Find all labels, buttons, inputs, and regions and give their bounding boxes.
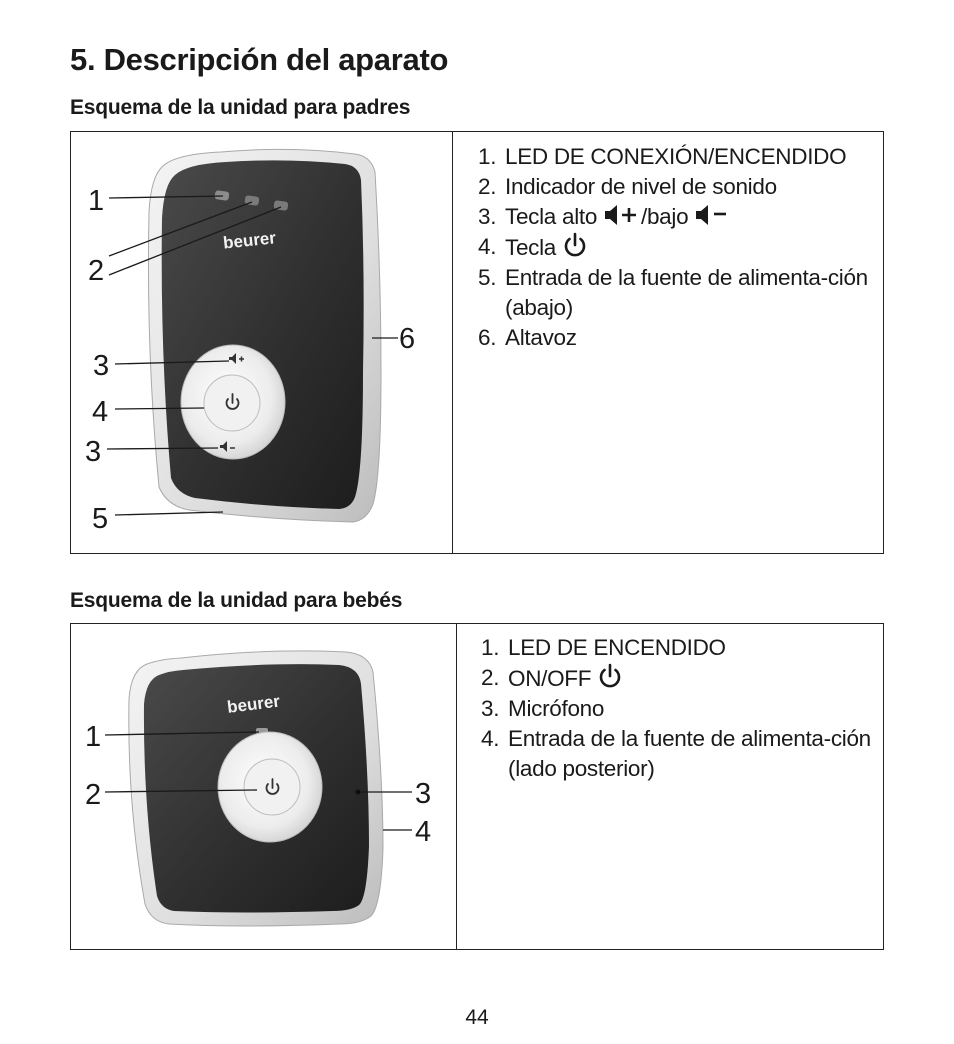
baby-device-logo: beurer (226, 691, 281, 717)
power-icon (562, 232, 588, 258)
page-title: 5. Descripción del aparato (70, 42, 449, 77)
baby-item-4: 4. Entrada de la fuente de alimenta-ción (lado posterior) (481, 726, 871, 781)
volume-up-icon (603, 203, 641, 227)
volume-down-icon (694, 203, 732, 227)
parent-item-2: 2. Indicador de nivel de sonido (478, 174, 777, 199)
parent-item-4: 4. Tecla (478, 232, 878, 263)
baby-unit-figure (71, 624, 456, 949)
baby-microphone (356, 790, 361, 795)
baby-unit-heading: Esquema de la unidad para bebés (70, 589, 403, 612)
parent-callout-6: 6 (399, 323, 416, 355)
page-number: 44 (465, 1006, 489, 1029)
parent-unit-figure (71, 132, 452, 553)
parent-unit-description-list (478, 142, 878, 353)
baby-item-3: 3. Micrófono (481, 696, 605, 721)
parent-callout-3-top: 3 (93, 350, 110, 382)
baby-unit-box (70, 623, 884, 950)
parent-item-5: 5. Entrada de la fuente de alimenta-ción (abajo) (478, 265, 868, 320)
parent-unit-divider (452, 132, 453, 553)
baby-item-2: 2. ON/OFF (481, 663, 877, 694)
parent-unit-heading: Esquema de la unidad para padres (70, 96, 411, 119)
parent-callout-4: 4 (92, 396, 109, 428)
parent-callout-1: 1 (88, 185, 105, 217)
parent-device-logo: beurer (222, 228, 277, 253)
parent-device-face (162, 160, 364, 509)
parent-item-3: 3. Tecla alto /bajo (478, 202, 878, 232)
baby-unit-description-list (481, 633, 877, 784)
baby-callout-3: 3 (415, 778, 432, 810)
parent-item-6: 6. Altavoz (478, 325, 577, 350)
power-icon (597, 663, 623, 689)
baby-item-1: 1. LED DE ENCENDIDO (481, 635, 726, 660)
baby-callout-4: 4 (415, 816, 432, 848)
parent-item-1: 1. LED DE CONEXIÓN/ENCENDIDO (478, 144, 847, 169)
parent-callout-2: 2 (88, 255, 105, 287)
parent-unit-box (70, 131, 884, 554)
baby-callout-1: 1 (85, 721, 102, 753)
parent-callout-5: 5 (92, 503, 109, 535)
baby-unit-divider (456, 624, 457, 949)
parent-callout-3-bottom: 3 (85, 436, 102, 468)
baby-callout-2: 2 (85, 779, 102, 811)
